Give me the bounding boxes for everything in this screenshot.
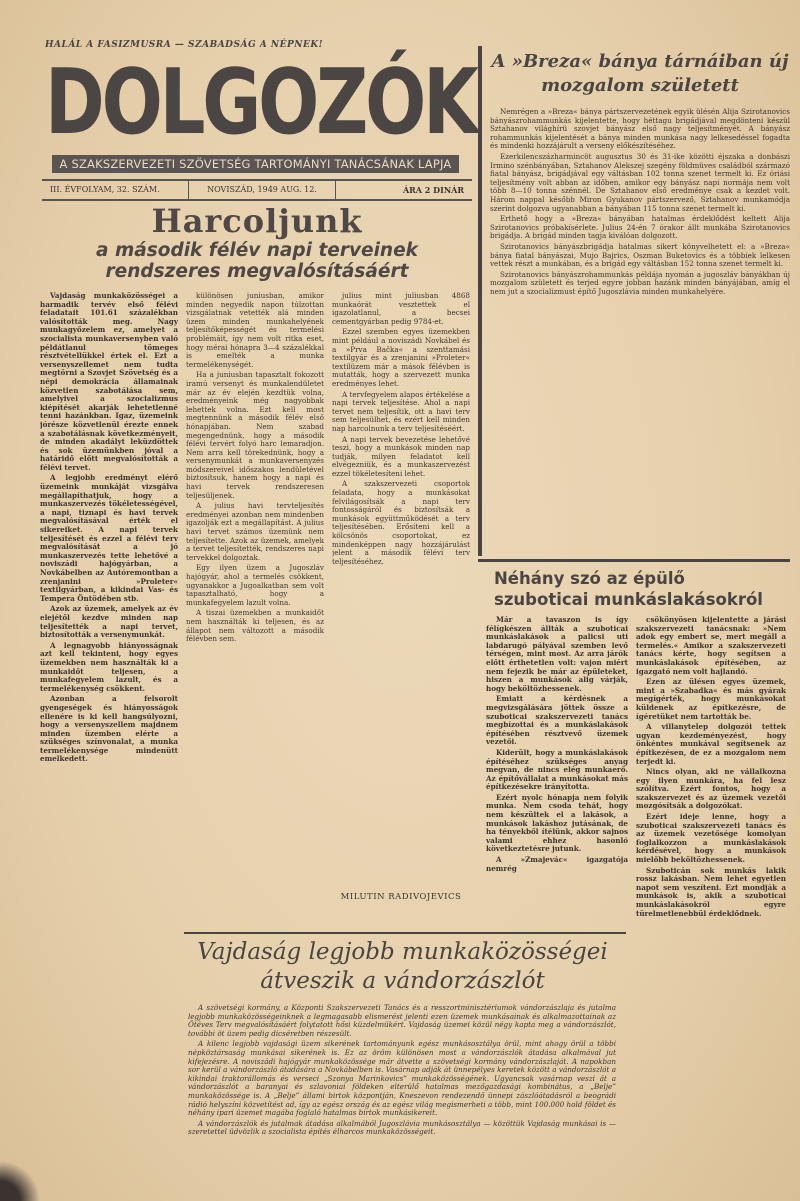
paragraph: Ha a juniusban tapasztalt fokozott iramú versenyt és munkalendületet már az év elején kezdtük volna, eredményeink még nagyobbak lehettek volna. Ezt kell most megtennünk a második félév első hónapjában. Nem szabad megengednünk, hogy a második félévi tervért folyó harc lemaradjon. Nem arra kell törekednünk, hogy a versenymunkát a munkaversenyzés módszereivel időszakos lendületével biztosítsuk, hanem hogy a napi és havi tervek rendszeresen teljesüljenek. <box>186 370 324 500</box>
vajdasag-headline-line-2: átveszik a vándorzászlót <box>260 968 545 994</box>
paragraph: Ezen az ülésen egyes üzemek, mint a »Szabadka« és más gyárak megígérték, hogy munkásokat küldenek az építkezésre, de ígéretüket nem tartották be. <box>636 677 786 721</box>
masthead-subtitle: A SZAKSZERVEZETI SZÖVETSÉG TARTOMÁNYI TANÁCSÁNAK LAPJA <box>52 155 459 173</box>
housing-article-column-1 <box>486 616 628 924</box>
paragraph: Szirotanovics bányászrohammunkás példája nyomán a jugoszláv bányákban új mozgalom született és terjed egyre jobban hazánk minden bányájában, amíg el nem jut a szocializmust építő Jugoszlávia minden munkahelyére. <box>490 269 790 296</box>
paragraph: Ezerkilencszázharmincöt augusztus 30 és 31-ike közötti éjszaka a donbászi Irmino szénbányában, Sztahanov Alekszej szegény földmüves családból származó fiatal bányász, brigádjával egy váltásban 102 tonna szenet termelt ki. Ez óriási teljesítmény volt abban az időben, amikor egy bányász napi normája nem volt több 8—10 tonna szénnél. De Sztahanov első eredménye csak a kezdet volt. Három nappal később Miron Gyukanov pártszervező, Sztahanov munkamódja szerint dolgozva ugyanabban a bányában 115 tonna szenet termelt ki. <box>490 151 790 213</box>
paragraph: Nincs olyan, aki ne vállalkozna egy ilyen munkára, ha fel lesz szólítva. Ezért fontos, hogy a szakszervezet és az üzemek vezetői mozgósítsák a dolgozókat. <box>636 767 786 811</box>
divider-rule <box>478 559 790 562</box>
breza-article-body <box>490 108 790 554</box>
paragraph: A vándorzászlók és jutalmak átadása alkalmából Jugoszlávia munkásosztálya — közöttük Vajdaság munkásai is — szeretettel üdvözlik a szocialista építés élharcos munkaközösségeit. <box>188 1118 616 1137</box>
breza-headline: A »Breza« bánya tárnáiban új mozgalom született <box>491 51 789 96</box>
masthead-slogan: HALÁL A FASIZMUSRA — SZABADSÁG A NÉPNEK! <box>45 40 324 50</box>
issue-place-date: NOVISZÁD, 1949 AUG. 12. <box>189 181 336 199</box>
paragraph: A legjobb eredményt elérő üzemeink munkáját vizsgálva megállapíthatjuk, hogy a munkaszervezés tökéletességével, a napi, tiznapi és havi tervek megvalósításával érték el sikereiket. A napi tervek teljesítését és ezzel a félévi terv megvalósítását a jó munkaszervezés tette lehetővé a noviszádi hajógyárban, a Novkábelben az Autóremontban a zrenjanini »Proleter« textilgyárban, a kikindai Vas- és Tempera Öntödében stb. <box>40 473 178 603</box>
main-article-byline: MILUTIN RADIVOJEVICS <box>340 892 462 902</box>
issue-price: ÁRA 2 DINÁR <box>402 185 464 195</box>
paragraph: Nemrégen a »Breza« bánya pártszervezetének egyik ülésén Alija Szirotanovics bányászrohammunkás kijelentette, hogy héttagu brigádjával megdönteni készül Sztahanov világhírü szovjet bányász első nagy teljesítményét. A bányász rohammunkás kijelentését a bánya minden munkása nagy lelkesedéssel fogadta és mindenki hozzájárult a verseny előkészítéséhez. <box>490 108 790 151</box>
housing-headline-line-2: szuboticai munkáslakásokról <box>494 590 763 609</box>
paragraph: Kiderült, hogy a munkáslakások építéséhez szükséges anyag megvan, de nincs elég munkaerő. Az építővállalat a munkásokat más építkezésekre irányította. <box>486 747 628 792</box>
page-corner-shadow <box>0 1160 60 1201</box>
paragraph: julius mint juliusban 4868 munkaórát vesztettek el igazolatlanul, a becsei cementgyárban pedig 9784-et. <box>332 292 470 326</box>
paragraph: Ezért ideje lenne, hogy a szuboticai szakszervezeti tanács és az üzemek vezetősége komolyan foglalkozzon a munkáslakások kérdésével, hogy a munkások mielőbb beköltözhessenek. <box>636 812 786 865</box>
paragraph: A tervfegyelem alapos értékelése a napi tervek teljesítése. Ahol a napi tervet nem teljesítik, ott a havi terv sem teljesülhet, és ezért kell minden nap harcolnunk a terv teljesítéséért. <box>332 389 470 433</box>
paragraph: A szövetségi kormány, a Központi Szakszervezeti Tanács és a resszortminisztériumok vándorzászlaja és jutalma legjobb munkaközösségeinknek a legmagasabb elismerést jelenti ezen üzemek munkásainak és alkalmazottainak az Ötéves Terv megvalósításáért folytatott hősi küzdelmükért. Vajdaság üzemei közül négy kapta meg a vándorzászlót, további öt üzem pedig dicséretben részesült. <box>188 1004 616 1038</box>
vajdasag-headline-line-1: Vajdaság legjobb munkaközösségei <box>197 939 608 965</box>
paragraph: A »Zmajevác« igazgatója nemrég <box>486 855 628 873</box>
paragraph: Szirotanovics bányászbrigádja hatalmas sikert könyvelhetett el: a »Breza« bánya fiatal bányászai, Mujo Bajrics, Oszman Buketovics és a többiek lelkesen vettek részt a munkában, és a brigád egy váltásban 152 tonna szenet termelt ki. <box>490 241 790 269</box>
paragraph: csökönyösen kijelentette a járási szakszervezeti tanácsnak: »Nem adok egy embert se, mert megáll a termelés.« Amikor a szakszervezeti tanács kérte, hogy segítsen a munkáslakások építésében, az igazgató nem volt hajlandó. <box>636 616 786 676</box>
housing-headline <box>494 568 790 610</box>
paragraph: Emiatt a kérdésnek a megvizsgálására jöttek össze a szuboticai szakszervezeti tanács megbízottai és a munkáslakások építésében résztvevő üzemek vezetői. <box>486 694 628 747</box>
paragraph: Egy ilyen üzem a Jugoszláv hajógyár, ahol a termelés csökkent, ugyanakkor a Jugoalkatban sem volt tapasztalható, hogy a munkafegyelem lazult volna. <box>186 563 324 607</box>
main-article-column-2 <box>186 292 324 902</box>
paragraph: különösen juniusban, amikor minden negyedik napon túlzottan vizsgálatnak vetették alá minden üzem minden munkahelyének teljesítőképességét és termelési problémáit, így nem volt ritka eset, hogy mérai hónapra 3—4 százalékkal is emelték a munka termelékenységét. <box>186 292 324 369</box>
paragraph: Erthető hogy a »Breza« bányában hatalmas érdeklődést keltett Alija Szirotanovics próbakísérlete. Julius 24-én 7 órakor állt munkába Szirotanovics brigádja. A brigád minden tagja kiválóan dolgozott. <box>490 214 790 241</box>
paragraph: Azok az üzemek, amelyek az év elejétől kezdve minden nap teljesítették a napi tervet, biztosították a versenymunkát. <box>40 604 178 640</box>
paragraph: Már a tavaszon is így félígkészen állták a szuboticai munkáslakások a palicsi uti labdarugó pályával szemben levő térségen, mint most. Az arra járók előtt érthetetlen volt: vajon miért nem fejezik be már az épületeket, hiszen a munkások alig várják, hogy beköltözhessenek. <box>486 616 628 693</box>
divider-rule <box>184 932 626 934</box>
paragraph: Szuboticán sok munkás lakik rossz lakásban. Nem lehet egyetlen napot sem veszíteni. Ezt mondják a munkások is, akik a szuboticai munkáslakásokról egyre türelmetlenebbül érdeklődnek. <box>636 865 786 918</box>
paragraph: A kilenc legjobb vajdasági üzem sikerének tartományunk egész munkásosztálya örül, mint ahogy örül a többi népköztársaság munkásai sikerének is. Ez az öröm különösen most a vándorzászlók átadása alkalmával jut kifejezésre. A noviszádi hajógyár munkaközössége már átvette a szövetségi kormány vándorzászlaját. A napokban sor kerül a vándorzászló átadására a Novkábelben is. Vasárnap adják át ünnepélyes keretek között a vándorzászlót a kikindai traktorállomás és verseci „Szonya Marinkovics” munkaközösségének. Ugyancsak vasárnap veszi át a vándorzászlót a baranyai és szlavoniai földeken elterülő hatalmas mezőgazdasági kombinátus, a „Belje” munkaközössége is. A „Belje” állami birtok központján, Kneszevon rendezendő ünnepi zászlóátadásról a beográdi rádió helyszíni közvetítést ad, így az egész ország és az egész világ megismerheti a több, mint 100.000 hold földet és néhány ipari üzemet magába foglaló hatalmas birtok munkásikereit. <box>188 1039 616 1118</box>
paragraph: A tiszai üzemekben a munkaidőt nem használták ki teljesen, és az állapot nem változott a második félévben sem. <box>186 608 324 644</box>
issue-volume: III. ÉVFOLYAM, 32. SZÁM. <box>42 181 189 199</box>
paragraph: Ezzel szemben egyes üzemekben mint például a noviszádi Novkábel és a »Prva Bačka« a szenttamási textilgyár és a zrenjanini »Proleter« textilüzem már a mások félévben is mutatták, hogy a szervezett munka eredményes lehet. <box>332 327 470 388</box>
main-headline: Harcoljunk <box>151 202 363 240</box>
paragraph: A villanytelep dolgozói tettek ugyan kezdeményezést, hogy önkéntes munkával segítsenek az építkezésen, de ez a mozgalom nem terjedt ki. <box>636 722 786 766</box>
housing-article-column-2 <box>636 616 786 1161</box>
paragraph: A szakszervezeti csoportok feladata, hogy a munkásokat felvilágosítsák a napi terv fontosságáról és biztosítsák a munkások együttműködését a terv teljesítésében. Erősíteni kell a kölcsönös csoportokat, ez mindenképpen nagy hozzájárulást jelent a második félévi terv teljesítéséhez. <box>332 479 470 566</box>
paragraph: A napi tervek bevezetése lehetővé teszi, hogy a munkások minden nap tudják, milyen feladatot kell elvégezniük, és a munkaszervezést ezzel tökéletesíteni lehet. <box>332 434 470 478</box>
paragraph: Ezért nyolc hónapja nem folyik munka. Nem csoda tehát, hogy nem készültek el a lakások, a munkások lakáshoz jutásának, de ha tényekből ítélünk, akkor sajnos valami ehhez hasonló következtetésre jutunk. <box>486 792 628 854</box>
main-article-column-1 <box>40 292 178 1144</box>
paragraph: Vajdaság munkaközösségei a harmadik tervév első félévi feladatait 101.61 százalékban valósították meg. Nagy munkagyőzelem ez, amelyet a szocialista munkaversenyben való példátlanul tömeges résztvétellükkel értek el. Ezt a versenyszellemet nem tudta megtörni a Szovjet Szövetség és a népi demokrácia államainak közvetlen szabotálása sem, amelyivel a szocializmus kiépítését akarják lehetetlenné tenni hazánkban. Igaz, üzemeink jórésze közvetlenül érezte ennek a szabotálásnak következményeit, de minden akadályt leküzdöttek és sok üzemünkben jóval a határidő előtt megvalósították a félévi tervet. <box>40 292 178 472</box>
housing-headline-line-1: Néhány szó az épülő <box>494 569 685 588</box>
main-subheadline: a második félév napi terveinek rendszeres megvalósításáért <box>96 240 418 282</box>
vajdasag-article-body <box>188 1004 616 1164</box>
newspaper-title: DOLGOZÓK <box>45 50 476 155</box>
paragraph: A julius havi tervteljesítés eredményei azonban nem mindenben igazolják ezt a megállapítást. A julius havi tervet számos üzemünk nem teljesítette. Azok az üzemek, amelyek a tervet teljesítették, rendszeres napi tervekkel dolgoztak. <box>186 501 324 562</box>
vajdasag-headline <box>185 938 620 996</box>
paragraph: A legnagyobb hiányosságnak azt kell tekinteni, hogy egyes üzemekben nem használták ki a munkaidőt teljesen, a munkafegyelem lazult, és a termelékenység csökkent. <box>40 640 178 693</box>
main-article-column-3 <box>332 292 470 887</box>
issue-info-bar <box>42 179 472 201</box>
paragraph: Azonban a felsorolt gyengeségek és hiányosságok ellenére is ki kell hangsúlyozni, hogy a versenyszellem majdnem minden üzemben elérte a szükséges színvonalat, a munka termelékenysége mindenütt emelkedett. <box>40 694 178 764</box>
